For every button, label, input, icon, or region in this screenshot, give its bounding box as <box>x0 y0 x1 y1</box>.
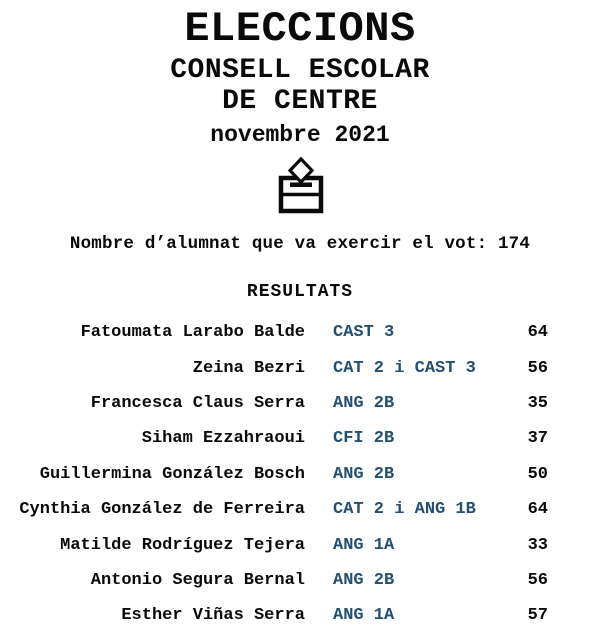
table-row <box>0 527 548 562</box>
candidate-group: CFI 2B <box>333 429 395 449</box>
candidate-group: CAT 2 i ANG 1B <box>333 500 476 520</box>
ballot-box-icon <box>277 156 324 214</box>
candidate-votes: 50 <box>527 464 548 484</box>
candidate-votes: 37 <box>527 429 548 449</box>
candidate-votes: 33 <box>527 535 548 555</box>
candidate-votes: 64 <box>527 323 548 343</box>
candidate-votes: 35 <box>527 393 548 413</box>
turnout-value: 174 <box>497 234 531 254</box>
candidate-name: Guillermina González Bosch <box>39 464 305 484</box>
table-row <box>0 457 548 492</box>
candidate-name: Siham Ezzahraoui <box>141 429 305 449</box>
turnout-label: Nombre d’alumnat que va exercir el vot: <box>69 234 488 254</box>
candidate-name: Francesca Claus Serra <box>90 393 305 413</box>
candidate-name: Esther Viñas Serra <box>121 606 305 626</box>
candidate-group: ANG 1A <box>333 535 395 555</box>
candidate-group: CAT 2 i CAST 3 <box>333 358 476 378</box>
subtitle-line-1: CONSELL ESCOLAR <box>170 55 430 86</box>
candidate-group: ANG 2B <box>333 570 395 590</box>
table-row <box>0 492 548 527</box>
results-table <box>0 315 548 634</box>
table-row <box>0 421 548 456</box>
ballot-box-icon-container <box>0 156 600 214</box>
candidate-name: Antonio Segura Bernal <box>90 570 305 590</box>
candidate-votes: 56 <box>527 570 548 590</box>
candidate-name: Zeina Bezri <box>192 358 305 378</box>
candidate-group: CAST 3 <box>333 323 395 343</box>
candidate-name: Matilde Rodríguez Tejera <box>60 535 305 555</box>
candidate-group: ANG 2B <box>333 393 395 413</box>
table-row <box>0 315 548 350</box>
candidate-votes: 56 <box>527 358 548 378</box>
candidate-group: ANG 1A <box>333 606 395 626</box>
turnout-line <box>0 234 600 254</box>
subtitle-line-2: DE CENTRE <box>222 86 378 117</box>
table-row <box>0 350 548 385</box>
table-row <box>0 598 548 633</box>
candidate-group: ANG 2B <box>333 464 395 484</box>
date-line: novembre 2021 <box>210 122 390 148</box>
candidate-votes: 57 <box>527 606 548 626</box>
candidate-votes: 64 <box>527 500 548 520</box>
results-heading: RESULTATS <box>246 282 354 302</box>
candidate-name: Fatoumata Larabo Balde <box>80 323 305 343</box>
page-title: ELECCIONS <box>184 5 416 53</box>
table-row <box>0 386 548 421</box>
table-row <box>0 563 548 598</box>
candidate-name: Cynthia González de Ferreira <box>19 500 305 520</box>
